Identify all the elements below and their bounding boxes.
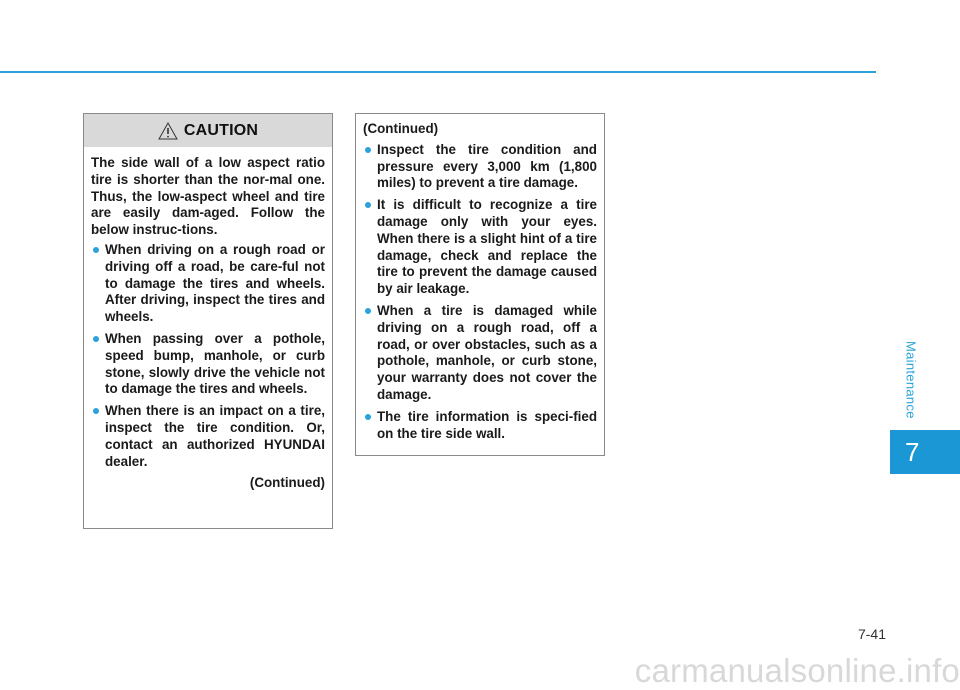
caution-bullet: When passing over a pothole, speed bump, manhole, or curb stone, slowly drive the vehicle not to damage the tires and wheels. bbox=[91, 331, 325, 398]
caution-bullet: When there is an impact on a tire, inspect the tire condition. Or, contact an authorized HYUNDAI dealer. bbox=[91, 403, 325, 470]
chapter-number: 7 bbox=[905, 436, 920, 467]
caution-bullet: When a tire is damaged while driving on a rough road, off a road, or over obstacles, such as a pothole, manhole, or curb stone, your warranty does not cover the damage. bbox=[363, 303, 597, 404]
caution-bullets-left bbox=[91, 242, 325, 470]
warning-triangle-icon bbox=[158, 122, 178, 140]
watermark: carmanualsonline.info bbox=[634, 652, 960, 689]
caution-box bbox=[83, 113, 333, 529]
section-label bbox=[896, 330, 926, 430]
continued-label: (Continued) bbox=[363, 121, 439, 136]
page-number: 7-41 bbox=[857, 626, 886, 642]
caution-header bbox=[84, 114, 332, 147]
caution-bullet: It is difficult to recognize a tire damage only with your eyes. When there is a slight hint of a tire damage, check and replace the tire to prevent the damage caused by air leakage. bbox=[363, 197, 597, 298]
caution-box-continued bbox=[355, 113, 605, 456]
caution-intro: The side wall of a low aspect ratio tire is shorter than the nor-mal one. Thus, the low-aspect wheel and tire are easily dam-aged. Follow the below instruc-tions. bbox=[91, 155, 325, 238]
header-rule bbox=[0, 71, 876, 73]
chapter-tab bbox=[890, 430, 960, 474]
caution-title: CAUTION bbox=[183, 121, 259, 139]
caution-bullet: When driving on a rough road or driving off a road, be care-ful not to damage the tires and wheels. After driving, inspect the tires and wheels. bbox=[91, 242, 325, 326]
caution-bullets-right bbox=[363, 142, 597, 443]
caution-bullet: The tire information is speci-fied on the tire side wall. bbox=[363, 409, 597, 443]
continued-label: (Continued) bbox=[249, 475, 325, 491]
caution-bullet: Inspect the tire condition and pressure every 3,000 km (1,800 miles) to prevent a tire damage. bbox=[363, 142, 597, 192]
section-label-text: Maintenance bbox=[903, 341, 919, 419]
